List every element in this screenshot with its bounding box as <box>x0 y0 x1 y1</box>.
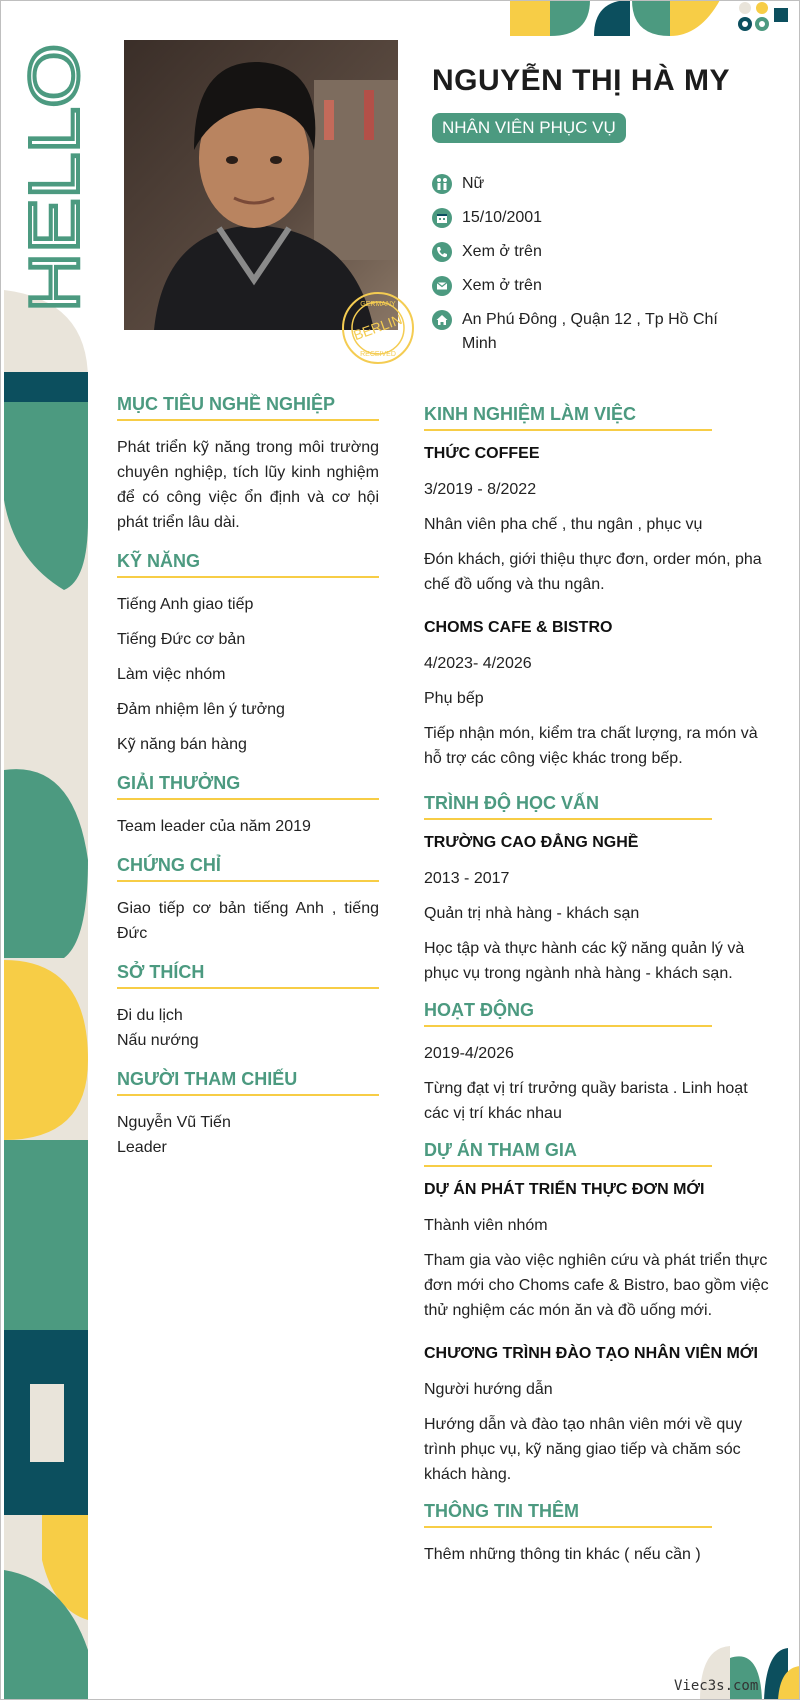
contact-info <box>432 172 752 366</box>
reference-role: Leader <box>117 1139 167 1156</box>
job-title-badge: NHÂN VIÊN PHỤC VỤ <box>432 113 626 143</box>
certificates-section <box>117 855 379 946</box>
award-item: Team leader của năm 2019 <box>117 818 311 835</box>
education-entry <box>424 834 769 986</box>
extra-info-title: THÔNG TIN THÊM <box>424 1501 712 1528</box>
email-text: Xem ở trên <box>462 277 542 294</box>
project-name: CHƯƠNG TRÌNH ĐÀO TẠO NHÂN VIÊN MỚI <box>424 1345 758 1362</box>
hello-vertical-text <box>15 42 93 314</box>
hobbies-section <box>117 962 379 1053</box>
references-title: NGƯỜI THAM CHIẾU <box>117 1069 379 1096</box>
skills-title: KỸ NĂNG <box>117 551 379 578</box>
references-section <box>117 1069 379 1160</box>
calendar-icon <box>432 208 452 228</box>
home-icon <box>432 310 452 330</box>
hobby-item: Nấu nướng <box>117 1032 199 1049</box>
stamp-bottom-text: RECEIVED <box>360 351 396 358</box>
address-text: An Phú Đông , Quận 12 , Tp Hồ Chí Minh <box>462 311 718 352</box>
work-period: 4/2023- 4/2026 <box>424 655 532 672</box>
skill-item: Tiếng Anh giao tiếp <box>117 596 254 613</box>
gender-icon <box>432 174 452 194</box>
stamp-center-text: BERLIN <box>351 310 405 344</box>
reference-name: Nguyễn Vũ Tiến <box>117 1114 231 1131</box>
watermark: Viec3s.com <box>674 1678 759 1694</box>
projects-section <box>424 1140 769 1487</box>
right-column <box>424 404 769 1581</box>
company-name: CHOMS CAFE & BISTRO <box>424 619 613 636</box>
project-name: DỰ ÁN PHÁT TRIỂN THỰC ĐƠN MỚI <box>424 1181 705 1198</box>
hello-text: HELLO <box>15 82 93 312</box>
skills-section <box>117 551 379 757</box>
phone-text: Xem ở trên <box>462 243 542 260</box>
experience-section <box>424 404 769 771</box>
experience-entry <box>424 619 769 771</box>
company-name: THỨC COFFEE <box>424 445 540 462</box>
activity-description: Từng đạt vị trí trưởng quầy barista . Linh hoạt các vị trí khác nhau <box>424 1080 748 1122</box>
berlin-stamp <box>338 288 418 368</box>
stamp-top-text: GERMANY <box>360 301 396 308</box>
extra-info-section <box>424 1501 769 1567</box>
work-position: Nhân viên pha chế , thu ngân , phục vụ <box>424 516 703 533</box>
activities-section <box>424 1000 769 1126</box>
certificate-item: Giao tiếp cơ bản tiếng Anh , tiếng Đức <box>117 900 379 942</box>
contact-gender <box>432 172 752 196</box>
project-entry <box>424 1345 769 1487</box>
email-icon <box>432 276 452 296</box>
study-period: 2013 - 2017 <box>424 870 510 887</box>
awards-title: GIẢI THƯỞNG <box>117 773 379 800</box>
study-major: Quản trị nhà hàng - khách sạn <box>424 905 640 922</box>
work-position: Phụ bếp <box>424 690 484 707</box>
activity-period: 2019-4/2026 <box>424 1045 514 1062</box>
activities-title: HOẠT ĐỘNG <box>424 1000 712 1027</box>
contact-phone <box>432 240 752 264</box>
phone-icon <box>432 242 452 262</box>
education-section <box>424 793 769 986</box>
hobbies-title: SỞ THÍCH <box>117 962 379 989</box>
objective-section <box>117 394 379 535</box>
birthday-text: 15/10/2001 <box>462 209 543 226</box>
gender-text: Nữ <box>462 175 485 192</box>
objective-text: Phát triển kỹ năng trong môi trường chuyên nghiệp, tích lũy kinh nghiệm để có công việc ổn định và cơ hội phát triển lâu dài. <box>117 439 379 531</box>
profile-photo <box>124 40 398 330</box>
experience-entry <box>424 445 769 597</box>
candidate-name: NGUYỄN THỊ HÀ MY <box>432 64 731 97</box>
extra-info-text: Thêm những thông tin khác ( nếu cần ) <box>424 1546 701 1563</box>
project-role: Người hướng dẫn <box>424 1381 553 1398</box>
study-description: Học tập và thực hành các kỹ năng quản lý và phục vụ trong ngành nhà hàng - khách sạn. <box>424 940 745 982</box>
work-description: Tiếp nhận món, kiểm tra chất lượng, ra món và hỗ trợ các công việc khác trong bếp. <box>424 725 758 767</box>
skill-item: Kỹ năng bán hàng <box>117 736 247 753</box>
left-column <box>117 394 379 1176</box>
project-entry <box>424 1181 769 1323</box>
certificates-title: CHỨNG CHỈ <box>117 855 379 882</box>
project-description: Hướng dẫn và đào tạo nhân viên mới về quy trình phục vụ, kỹ năng giao tiếp và chăm sóc khách hàng. <box>424 1416 743 1483</box>
contact-birthday <box>432 206 752 230</box>
project-description: Tham gia vào việc nghiên cứu và phát triển thực đơn mới cho Choms cafe & Bistro, bao gồm việc thử nghiệm các món ăn và đồ uống mới. <box>424 1252 769 1319</box>
skill-item: Làm việc nhóm <box>117 666 226 683</box>
work-period: 3/2019 - 8/2022 <box>424 481 537 498</box>
contact-address <box>432 308 752 356</box>
awards-section <box>117 773 379 839</box>
skill-item: Đảm nhiệm lên ý tưởng <box>117 701 285 718</box>
contact-email <box>432 274 752 298</box>
school-name: TRƯỜNG CAO ĐẲNG NGHỀ <box>424 834 639 851</box>
top-decorative-shapes <box>510 0 800 36</box>
hobby-item: Đi du lịch <box>117 1007 183 1024</box>
project-role: Thành viên nhóm <box>424 1217 548 1234</box>
education-title: TRÌNH ĐỘ HỌC VẤN <box>424 793 712 820</box>
experience-title: KINH NGHIỆM LÀM VIỆC <box>424 404 712 431</box>
objective-title: MỤC TIÊU NGHỀ NGHIỆP <box>117 394 379 421</box>
skill-item: Tiếng Đức cơ bản <box>117 631 246 648</box>
projects-title: DỰ ÁN THAM GIA <box>424 1140 712 1167</box>
work-description: Đón khách, giới thiệu thực đơn, order món, pha chế đồ uống và thu ngân. <box>424 551 762 593</box>
